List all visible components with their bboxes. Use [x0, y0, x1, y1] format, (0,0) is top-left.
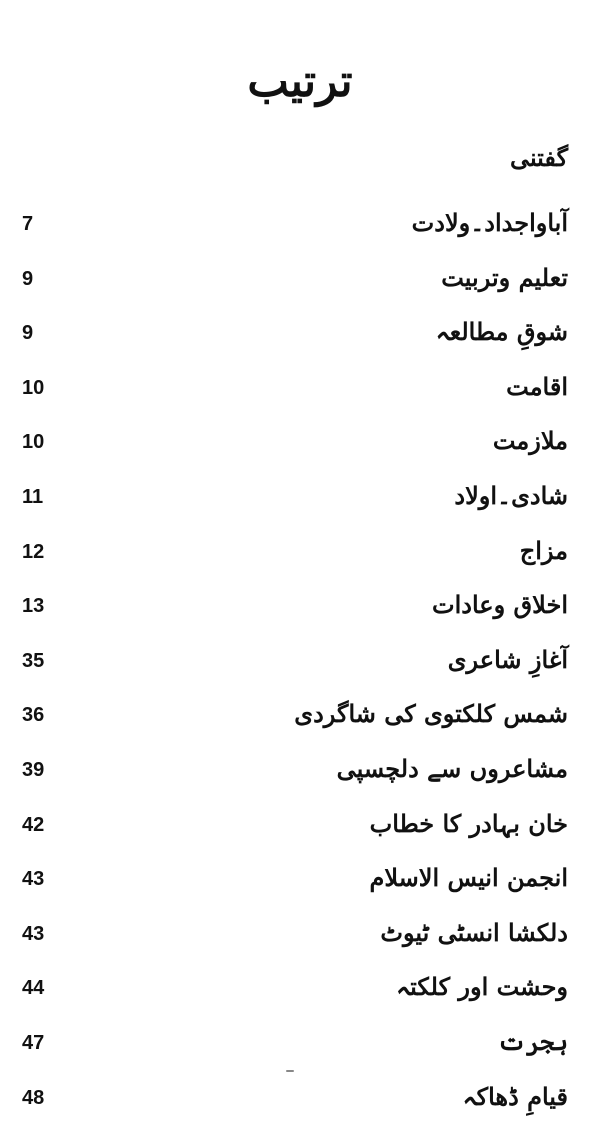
toc-entry-title: ملازمت	[493, 418, 568, 464]
toc-entry-title: مشاعروں سے دلچسپی	[337, 746, 568, 792]
preface-entry: گفتنی	[510, 140, 568, 176]
toc-entry-title: شوقِ مطالعہ	[436, 309, 568, 355]
toc-page-number: 43	[22, 861, 44, 897]
toc-entry	[0, 855, 600, 910]
toc-entry-title: اخلاق وعادات	[432, 582, 568, 628]
toc-page-number: 12	[22, 534, 44, 570]
toc-entry-title: مزاج	[520, 528, 568, 574]
toc-entry-title: شمس کلکتوی کی شاگردی	[294, 691, 568, 737]
toc-page-number: 9	[22, 261, 33, 297]
toc-page-number: 47	[22, 1025, 44, 1061]
toc-entry-title: آغازِ شاعری	[448, 637, 568, 683]
page-title: ترتیب	[0, 52, 600, 112]
toc-entry	[0, 691, 600, 746]
toc-entry	[0, 582, 600, 637]
toc-page-number: 43	[22, 916, 44, 952]
toc-entry-title: آباواجداد۔ولادت	[412, 200, 568, 246]
table-of-contents	[0, 200, 600, 1128]
toc-entry	[0, 473, 600, 528]
toc-entry	[0, 418, 600, 473]
toc-entry-title: تعلیم وتربیت	[441, 255, 568, 301]
toc-entry-title: وحشت اور کلکتہ	[396, 964, 568, 1010]
toc-entry	[0, 964, 600, 1019]
toc-entry	[0, 255, 600, 310]
toc-entry	[0, 1019, 600, 1074]
toc-page-number: 11	[22, 479, 43, 515]
toc-entry-title: خان بہادر کا خطاب	[370, 801, 568, 847]
toc-entry	[0, 637, 600, 692]
toc-entry-title: ہجرت	[498, 1019, 568, 1065]
toc-page-number: 44	[22, 970, 44, 1006]
toc-page-number: 10	[22, 424, 44, 460]
toc-page-number: 13	[22, 588, 44, 624]
toc-entry	[0, 801, 600, 856]
toc-entry	[0, 910, 600, 965]
toc-entry-title: دلکشا انسٹی ٹیوٹ	[380, 910, 568, 956]
toc-entry	[0, 364, 600, 419]
toc-entry	[0, 309, 600, 364]
toc-page-number: 7	[22, 206, 33, 242]
toc-entry	[0, 1074, 600, 1128]
toc-entry	[0, 528, 600, 583]
scan-speck	[286, 1070, 294, 1072]
toc-entry-title: اقامت	[506, 364, 568, 410]
toc-page-number: 9	[22, 315, 33, 351]
toc-page-number: 35	[22, 643, 44, 679]
toc-page-number: 10	[22, 370, 44, 406]
toc-page-number: 42	[22, 807, 44, 843]
toc-page-number: 36	[22, 697, 44, 733]
toc-entry-title: انجمن انیس الاسلام	[369, 855, 568, 901]
toc-page-number: 48	[22, 1080, 44, 1116]
toc-entry-title: قیامِ ڈھاکہ	[463, 1074, 568, 1120]
toc-entry	[0, 200, 600, 255]
toc-entry	[0, 746, 600, 801]
toc-page-number: 39	[22, 752, 44, 788]
toc-entry-title: شادی۔اولاد	[454, 473, 568, 519]
